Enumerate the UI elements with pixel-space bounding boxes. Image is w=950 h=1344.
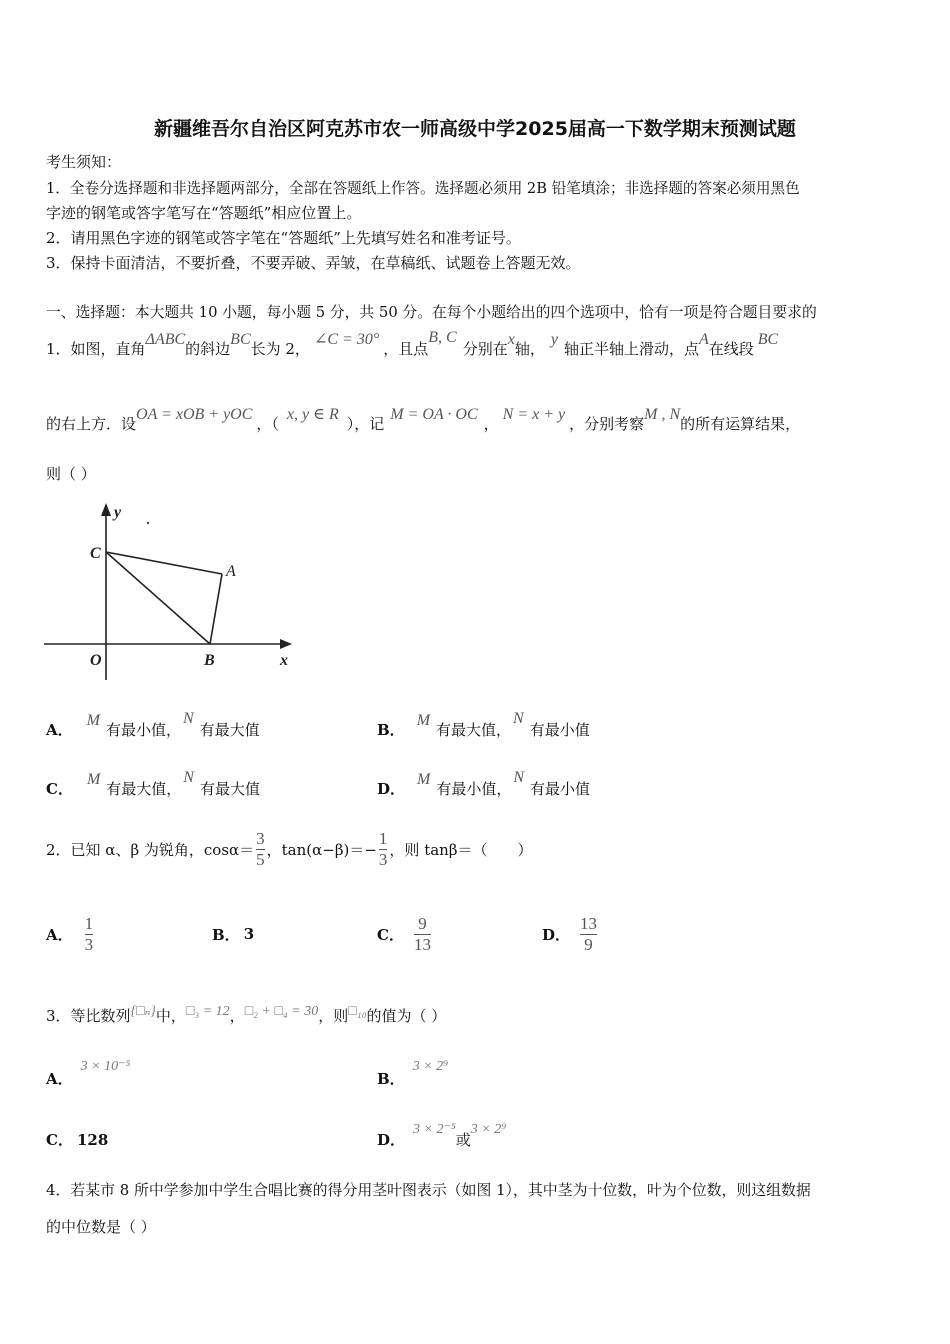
option-text: 或 — [455, 1131, 471, 1149]
q1-math: A — [698, 331, 709, 348]
question-4-line-1: 4．若某市 8 所中学参加中学生合唱比赛的得分用茎叶图表示（如图 1），其中茎为十位数，叶为个位数，则这组数据 — [46, 1181, 811, 1199]
q1-math: N = x + y — [502, 406, 566, 423]
option-math: 3 × 10⁻⁵ — [80, 1059, 131, 1074]
question-2-text — [46, 822, 533, 876]
option-fraction: $\frac{9}{13}$ — [413, 913, 431, 954]
q1-text: 轴正半轴上滑动，点 — [563, 340, 699, 358]
q1-math: B, C — [428, 329, 457, 346]
q1-math: OA = xOB + yOC — [136, 406, 253, 423]
segment-cb — [106, 552, 210, 644]
option-math: 3 × 2⁹ — [470, 1122, 507, 1137]
q1-text: 在线段 — [708, 340, 754, 358]
option-letter: C． — [46, 1131, 73, 1149]
segment-ab — [210, 574, 222, 644]
label-o: O — [90, 652, 102, 669]
q2-text: 2．已知 α、β 为锐角，cosα＝ — [46, 840, 255, 859]
q3-option-c[interactable] — [46, 1129, 108, 1150]
page-title: 新疆维吾尔自治区阿克苏市农一师高级中学2025届高一下数学期末预测试题 — [154, 118, 796, 140]
notice-item-1-line-2: 字迹的钢笔或答字笔写在“答题纸”相应位置上。 — [46, 204, 362, 222]
option-text: 有最小值， — [105, 721, 181, 739]
notice-item-3: 3．保持卡面清洁，不要折叠，不要弄破、弄皱，在草稿纸、试题卷上答题无效。 — [46, 254, 581, 272]
label-b: B — [204, 652, 215, 669]
q1-math: BC — [757, 331, 779, 348]
question-4-line-2: 的中位数是（ ） — [46, 1218, 156, 1236]
option-letter: A． — [46, 925, 73, 944]
option-letter: D． — [542, 925, 571, 944]
section-heading: 一、选择题：本大题共 10 小题，每小题 5 分，共 50 分。在每个小题给出的四个选项中，恰有一项是符合题目要求的 — [46, 304, 817, 321]
q1-text: ，分别考察 — [569, 415, 645, 433]
option-letter: A． — [46, 721, 73, 739]
q3-math: □₃ = 12 — [185, 1004, 230, 1019]
q1-figure — [44, 494, 294, 680]
q1-math: ΔABC — [145, 331, 186, 348]
q2-option-a[interactable] — [46, 906, 93, 962]
q1-math: x, y ∈ R — [286, 406, 339, 423]
q3-math: □₁₀ — [348, 1004, 367, 1019]
option-math: M — [86, 771, 101, 788]
q1-text: 的所有运算结果， — [680, 415, 801, 433]
q3-option-d[interactable] — [377, 1122, 507, 1150]
option-math: 3 × 2⁻⁵ — [413, 1122, 456, 1137]
option-math: N — [182, 710, 194, 727]
q1-text: ，（ — [256, 415, 279, 433]
q1-math: ∠C = 30° — [313, 331, 380, 348]
option-text: 有最小值 — [529, 721, 590, 739]
q3-option-b[interactable] — [377, 1059, 449, 1089]
q1-option-b[interactable] — [377, 710, 590, 740]
segment-ca — [106, 552, 222, 574]
option-math: M — [416, 712, 431, 729]
label-c: C — [90, 545, 101, 562]
q1-math: M , N — [644, 406, 681, 423]
q3-text: 的值为（ ） — [366, 1007, 447, 1025]
label-a: A — [226, 563, 236, 580]
label-x: x — [280, 652, 288, 669]
option-math: N — [183, 769, 194, 786]
option-letter: B． — [212, 925, 240, 944]
option-text: 有最大值 — [199, 721, 260, 739]
q1-math: x — [507, 331, 515, 348]
q1-text: 的斜边 — [185, 340, 231, 358]
option-letter: D． — [377, 780, 406, 798]
q3-text: 中， — [155, 1007, 186, 1025]
option-math: M — [417, 771, 431, 788]
q1-option-a[interactable] — [46, 710, 260, 740]
option-fraction: $\frac{1}{3}$ — [84, 913, 94, 954]
q1-text: 的右上方．设 — [46, 415, 137, 433]
option-text: 有最大值， — [106, 780, 182, 798]
option-text: 有最小值， — [436, 780, 512, 798]
notice-item-2: 2．请用黑色字迹的钢笔或答字笔在“答题纸”上先填写姓名和准考证号。 — [46, 229, 521, 247]
q2-option-d[interactable] — [542, 906, 597, 962]
option-text: 有最小值 — [530, 780, 591, 798]
option-text: 有最大值 — [199, 780, 260, 798]
q2-option-b[interactable] — [212, 906, 254, 962]
q3-text: ， — [229, 1007, 245, 1025]
q1-math: M = OA · OC — [390, 406, 478, 423]
option-fraction: $\frac{13}{9}$ — [580, 913, 598, 954]
option-math: 3 × 2⁹ — [412, 1059, 449, 1074]
x-axis-arrow-icon — [280, 639, 292, 649]
option-letter: C． — [46, 780, 73, 798]
q1-text: 分别在 — [462, 340, 508, 358]
option-letter: B． — [377, 1070, 405, 1088]
q1-text: ），记 — [346, 415, 385, 433]
q1-text: 长为 2， — [250, 340, 310, 358]
q1-text: 1．如图，直角 — [46, 340, 146, 358]
notice-heading: 考生须知： — [46, 153, 122, 171]
q1-math: BC — [230, 331, 251, 348]
q1-text: ，且点 — [383, 340, 429, 358]
option-letter: A． — [46, 1070, 73, 1088]
q1-option-c[interactable] — [46, 769, 260, 799]
q1-text: ， — [483, 415, 499, 433]
question-3-text — [46, 1005, 446, 1026]
option-math: N — [513, 769, 525, 786]
option-letter: B． — [377, 721, 405, 739]
q1-text: 轴， — [514, 340, 545, 358]
q2-text: ，则 tanβ＝（ ） — [389, 840, 533, 859]
option-value: 3 — [243, 925, 255, 943]
option-letter: D． — [377, 1131, 406, 1149]
question-1-text-line-3: 则（ ） — [46, 465, 96, 483]
label-y: y — [114, 504, 122, 521]
option-text: 有最大值， — [436, 721, 512, 739]
dot-mark — [147, 522, 149, 524]
y-axis-arrow-icon — [101, 503, 111, 516]
q3-math: □₂ + □₄ = 30 — [244, 1004, 319, 1019]
q2-fraction-2: $\frac{1}{3}$ — [378, 828, 388, 869]
option-math: N — [513, 710, 524, 727]
q1-option-d[interactable] — [377, 769, 591, 799]
question-1-text-line-2 — [46, 406, 801, 434]
q1-math: y — [550, 331, 558, 348]
q3-text: ，则 — [318, 1007, 349, 1025]
option-letter: C． — [377, 925, 404, 944]
q2-option-c[interactable] — [377, 906, 431, 962]
option-math: M — [86, 712, 100, 729]
q2-fraction-1: $\frac{3}{5}$ — [256, 828, 265, 869]
question-1-text-line-1 — [46, 329, 779, 359]
q3-option-a[interactable] — [46, 1059, 131, 1089]
q3-math: {□ₙ} — [130, 1004, 156, 1019]
notice-item-1-line-1: 1．全卷分选择题和非选择题两部分，全部在答题纸上作答。选择题必须用 2B 铅笔填涂；非选择题的答案必须用黑色 — [46, 180, 800, 197]
q3-text: 3．等比数列 — [46, 1007, 131, 1025]
q2-text: ，tan(α−β)＝− — [266, 840, 377, 859]
option-value: 128 — [76, 1131, 109, 1149]
